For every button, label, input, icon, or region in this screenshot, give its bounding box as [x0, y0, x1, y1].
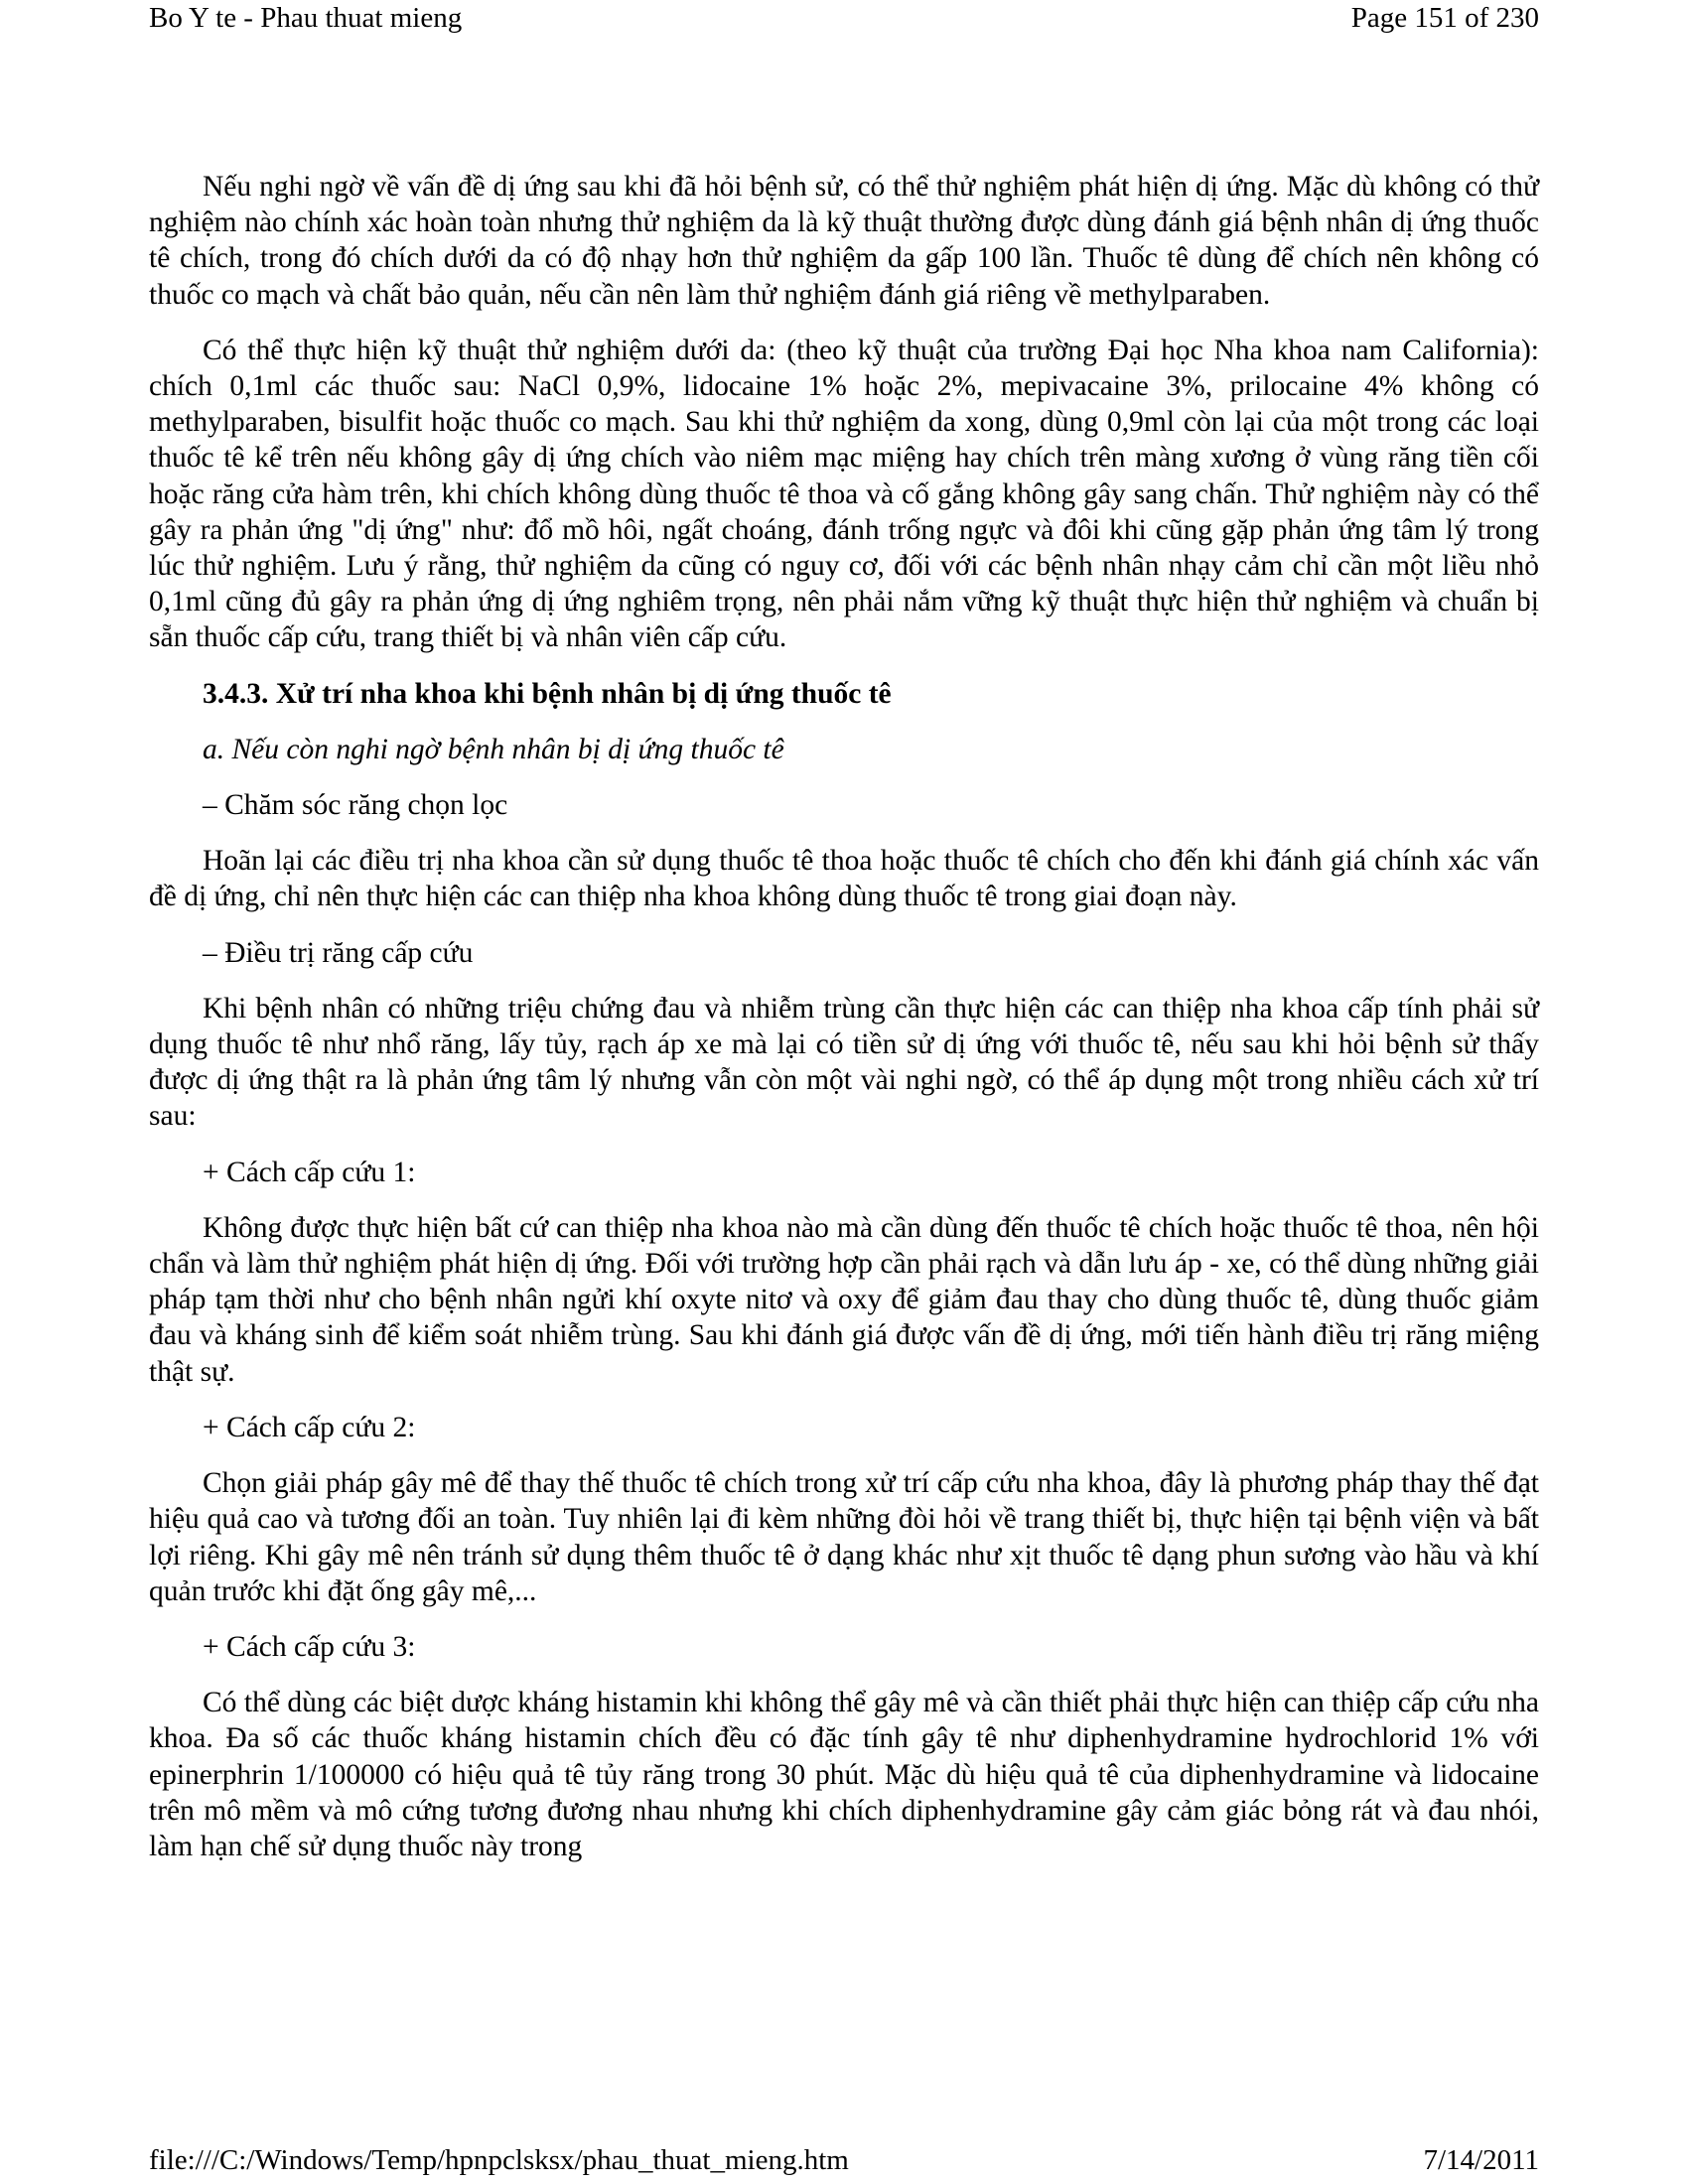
- file-path: file:///C:/Windows/Temp/hpnpclsksx/phau_thuat_mieng.htm: [149, 2144, 849, 2176]
- paragraph-method-3: Có thể dùng các biệt dược kháng histamin khi không thể gây mê và cần thiết phải thực hiện can thiệp cấp cứu nha khoa. Đa số các thuốc kháng histamin chích đều có đặc tính gây tê như diphenhydramine hydrochlorid 1% với epinerphrin 1/100000 có hiệu quả tê tủy răng trong 30 phút. Mặc dù hiệu quả tê của diphenhydramine và lidocaine trên mô mềm và mô cứng tương đương nhau nhưng khi chích diphenhydramine gây cảm giác bỏng rát và đau nhói, làm hạn chế sử dụng thuốc này trong: [149, 1687, 1539, 1862]
- list-item: + Cách cấp cứu 1:: [203, 1156, 416, 1188]
- document-body: [149, 169, 1539, 1884]
- list-item: – Chăm sóc răng chọn lọc: [203, 789, 508, 822]
- page-number: Page 151 of 230: [1350, 2, 1539, 34]
- paragraph-method-2: Chọn giải pháp gây mê để thay thế thuốc tê chích trong xử trí cấp cứu nha khoa, đây là phương pháp thay thế đạt hiệu quả cao và tương đối an toàn. Tuy nhiên lại đi kèm những đòi hỏi về trang thiết bị, thực hiện tại bệnh viện và bất lợi riêng. Khi gây mê nên tránh sử dụng thêm thuốc tê ở dạng khác như xịt thuốc tê dạng phun sương vào hầu và khí quản trước khi đặt ống gây mê,...: [149, 1467, 1539, 1607]
- paragraph-subcutaneous-test: Có thể thực hiện kỹ thuật thử nghiệm dưới da: (theo kỹ thuật của trường Đại học Nha khoa nam California): chích 0,1ml các thuốc sau: NaCl 0,9%, lidocaine 1% hoặc 2%, mepivacaine 3%, prilocaine 4% không có methylparaben, bisulfit hoặc thuốc co mạch. Sau khi thử nghiệm da xong, dùng 0,9ml còn lại của một trong các loại thuốc tê kể trên nếu không gây dị ứng chích vào niêm mạc miệng hay chích trên màng xương ở vùng răng tiền cối hoặc răng cửa hàm trên, khi chích không dùng thuốc tê thoa và cố gắng không gây sang chấn. Thử nghiệm này có thể gây ra phản ứng "dị ứng" như: đổ mồ hôi, ngất choáng, đánh trống ngực và đôi khi cũng gặp phản ứng tâm lý trong lúc thử nghiệm. Lưu ý rằng, thử nghiệm da cũng có nguy cơ, đối với các bệnh nhân nhạy cảm chỉ cần một liều nhỏ 0,1ml cũng đủ gây ra phản ứng dị ứng nghiêm trọng, nên phải nắm vững kỹ thuật thực hiện thử nghiệm và chuẩn bị sẵn thuốc cấp cứu, trang thiết bị và nhân viên cấp cứu.: [149, 334, 1539, 654]
- print-date: 7/14/2011: [1423, 2144, 1539, 2176]
- paragraph-allergy-testing: Nếu nghi ngờ về vấn đề dị ứng sau khi đã hỏi bệnh sử, có thể thử nghiệm phát hiện dị ứng. Mặc dù không có thử nghiệm nào chính xác hoàn toàn nhưng thử nghiệm da là kỹ thuật thường được dùng đánh giá bệnh nhân dị ứng thuốc tê chích, trong đó chích dưới da có độ nhạy hơn thử nghiệm da gấp 100 lần. Thuốc tê dùng để chích nên không có thuốc co mạch và chất bảo quản, nếu cần nên làm thử nghiệm đánh giá riêng về methylparaben.: [149, 171, 1539, 311]
- list-item: – Điều trị răng cấp cứu: [203, 936, 474, 969]
- page-header: [149, 0, 1539, 40]
- paragraph-selective-care: Hoãn lại các điều trị nha khoa cần sử dụng thuốc tê thoa hoặc thuốc tê chích cho đến khi đánh giá chính xác vấn đề dị ứng, chỉ nên thực hiện các can thiệp nha khoa không dùng thuốc tê trong giai đoạn này.: [149, 845, 1539, 913]
- document-title: Bo Y te - Phau thuat mieng: [149, 2, 463, 34]
- page-footer: [149, 2142, 1539, 2182]
- list-item: + Cách cấp cứu 2:: [203, 1411, 416, 1443]
- paragraph-method-1: Không được thực hiện bất cứ can thiệp nha khoa nào mà cần dùng đến thuốc tê chích hoặc thuốc tê thoa, nên hội chẩn và làm thử nghiệm phát hiện dị ứng. Đối với trường hợp cần phải rạch và dẫn lưu áp - xe, có thể dùng những giải pháp tạm thời như cho bệnh nhân ngửi khí oxyte nitơ và oxy để giảm đau thay cho dùng thuốc tê, dùng thuốc giảm đau và kháng sinh để kiểm soát nhiễm trùng. Sau khi đánh giá được vấn đề dị ứng, mới tiến hành điều trị răng miệng thật sự.: [149, 1211, 1539, 1388]
- section-heading: 3.4.3. Xử trí nha khoa khi bệnh nhân bị dị ứng thuốc tê: [203, 677, 892, 710]
- subsection-heading: a. Nếu còn nghi ngờ bệnh nhân bị dị ứng thuốc tê: [203, 733, 784, 765]
- list-item: + Cách cấp cứu 3:: [203, 1630, 416, 1663]
- paragraph-emergency-treatment: Khi bệnh nhân có những triệu chứng đau và nhiễm trùng cần thực hiện các can thiệp nha khoa cấp tính phải sử dụng thuốc tê như nhổ răng, lấy tủy, rạch áp xe mà lại có tiền sử dị ứng với thuốc tê, nếu sau khi hỏi bệnh sử thấy được dị ứng thật ra là phản ứng tâm lý nhưng vẫn còn một vài nghi ngờ, có thể áp dụng một trong nhiều cách xử trí sau:: [149, 992, 1539, 1133]
